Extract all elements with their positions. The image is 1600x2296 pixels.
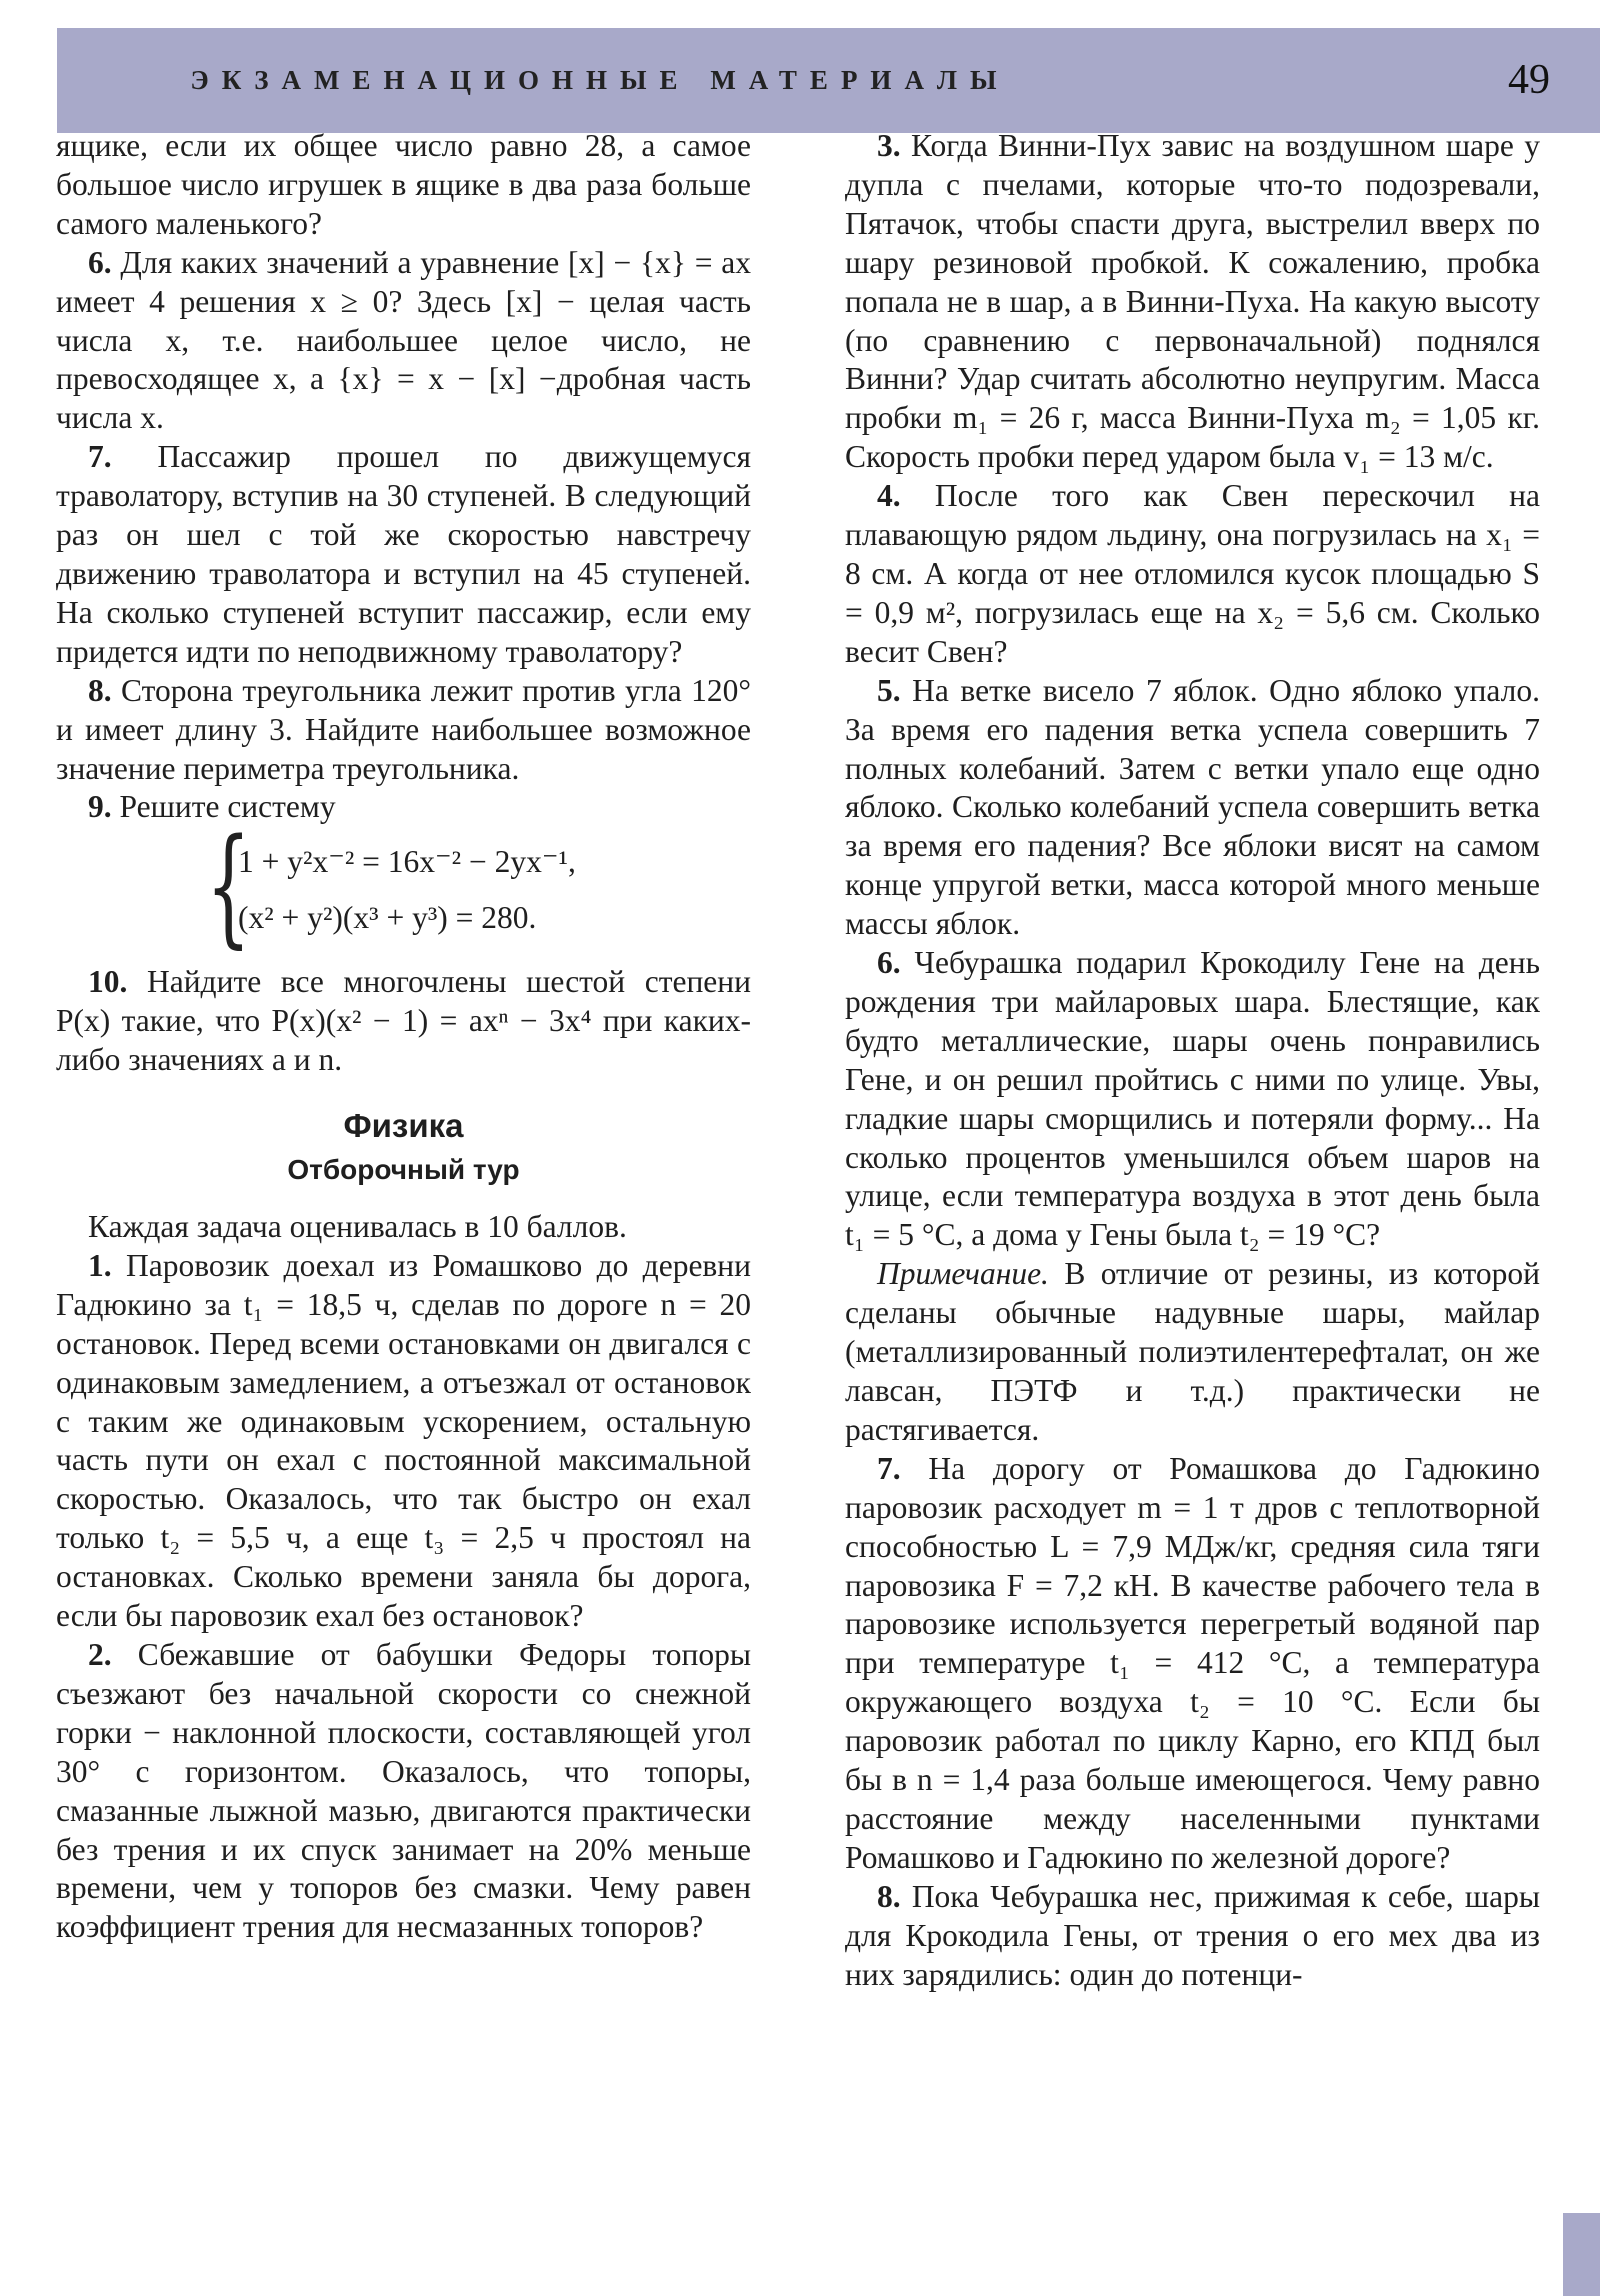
problem-text: Найдите все многочлены шестой степени P(x) такие, что P(x)(x² − 1) = axⁿ − 3x⁴ при каких-либо значениях a и n. (56, 964, 752, 1078)
problem-text: Пассажир прошел по движущемуся траволатору, вступив на 30 ступеней. В следующий раз он шел с той же скоростью навстречу движению траволатора и вступил на 45 ступеней. На сколько ступеней вступит пассажир, если ему придется идти по неподвижному траволатору? (56, 439, 751, 669)
system-brace: { (206, 812, 251, 962)
problem-physics-5 (845, 672, 1540, 944)
problem-text: На дорогу от Ромашкова до Гадюкино паровозик расходует m = 1 т дров с теплотворной способностью L = 7,9 МДж/кг, средняя сила тяги паровозика F = 7,2 кН. В качестве рабочего тела в паровозике используется перегретый водяной пар при температуре t₁ = 412 °C, а температура окружающего воздуха t₂ = 10 °C. Если бы паровозик работал по циклу Карно, его КПД был бы в n = 1,4 раза больше имеющегося. Чему равно расстояние между населенными пунктами Ромашково и Гадюкино по железной дороге? (845, 1450, 1541, 1875)
running-header-title: ЭКЗАМЕНАЦИОННЫЕ МАТЕРИАЛЫ (190, 65, 1010, 95)
section-title: Физика (343, 1107, 464, 1145)
problem-number: 3. (877, 128, 901, 163)
problem-text: Для каких значений a уравнение [x] − {x} = ax имеет 4 решения x ≥ 0? Здесь [x] − целая часть числа x, т.е. наибольшее целое число, не превосходящее x, а {x} = x − [x] −дробная часть числа x. (56, 244, 752, 436)
continuation-paragraph: ящике, если их общее число равно 28, а самое большое число игрушек в ящике в два раза больше самого маленького? (56, 128, 751, 241)
problem-number: 5. (877, 672, 901, 708)
problem-text: Пока Чебурашка нес, прижимая к себе, шары для Крокодила Гены, от трения о его мех два из них зарядились: один до потенци- (845, 1878, 1541, 1992)
system-equation-2: (x² + y²)(x³ + y³) = 280. (238, 900, 537, 936)
intro-paragraph: Каждая задача оценивалась в 10 баллов. (88, 1209, 627, 1245)
problem-physics-7 (845, 1450, 1540, 1878)
problem-text: Сторона треугольника лежит против угла 120° и имеет длину 3. Найдите наибольшее возможное значение периметра треугольника. (56, 672, 752, 786)
note-label: Примечание. (877, 1256, 1049, 1292)
problem-physics-2 (56, 1636, 751, 1947)
system-equation-1: 1 + y²x⁻² = 16x⁻² − 2yx⁻¹, (238, 844, 576, 880)
problem-text: На ветке висело 7 яблок. Одно яблоко упало. За время его падения ветка успела совершить 7 полных колебаний. Затем с ветки упало еще одно яблоко. Сколько колебаний успела совершить ветка за время его падения? Все яблоки висят на самом конце упругой ветки, масса которой много меньше массы яблок. (845, 672, 1540, 942)
equation-system (56, 812, 751, 962)
problem-number: 4. (877, 478, 901, 514)
problem-number: 7. (88, 439, 112, 475)
page-number: 49 (1508, 57, 1550, 103)
problem-text: Когда Винни-Пух завис на воздушном шаре у дупла с пчелами, которые что-то подозревали, Пятачок, чтобы спасти друга, выстрелил вверх по шару резиновой пробкой. К сожалению, пробка попала не в шар, а в Винни-Пуха. На какую высоту (по сравнению с первоначальной) поднялся Винни? Удар считать абсолютно неупругим. Масса пробки m₁ = 26 г, масса Винни-Пуха m₂ = 1,05 кг. Скорость пробки перед ударом была v₁ = 13 м/с. (845, 128, 1540, 475)
note-text: В отличие от резины, из которой сделаны обычные надувные шары, майлар (металлизированный полиэтилентерефталат, он же лавсан, ПЭТФ и т.д.) практически не растягивается. (845, 1256, 1541, 1447)
problem-math-9 (56, 788, 751, 827)
problem-text: Решите систему (119, 789, 336, 825)
problem-math-10 (56, 963, 751, 1080)
problem-number: 6. (88, 244, 112, 280)
problem-number: 8. (877, 1878, 901, 1914)
problem-physics-6 (845, 944, 1540, 1255)
problem-math-6 (56, 244, 751, 439)
problem-number: 9. (88, 789, 112, 825)
note-paragraph (845, 1255, 1540, 1450)
problem-physics-1 (56, 1247, 751, 1636)
problem-number: 1. (88, 1247, 112, 1283)
problem-text: Сбежавшие от бабушки Федоры топоры съезжают без начальной скорости со снежной горки − наклонной плоскости, составляющей угол 30° с горизонтом. Оказалось, что топоры, смазанные лыжной мазью, двигаются практически без трения и их спуск занимает на 20% меньше времени, чем у топоров без смазки. Чему равен коэффициент трения для несмазанных топоров? (56, 1637, 752, 1945)
problem-text: После того как Свен перескочил на плавающую рядом льдину, она погрузилась на x₁ = 8 см. А когда от нее отломился кусок площадью S = 0,9 м², погрузилась еще на x₂ = 5,6 см. Сколько весит Свен? (845, 478, 1540, 669)
problem-physics-8 (845, 1878, 1540, 1995)
problem-text: Паровозик доехал из Ромашково до деревни Гадюкино за t₁ = 18,5 ч, сделав по дороге n = 20 остановок. Перед всеми остановками он двигался с одинаковым замедлением, а отъезжал от остановок с таким же одинаковым ускорением, остальную часть пути он ехал с постоянной максимальной скоростью. Оказалось, что так быстро он ехал только t₂ = 5,5 ч, а еще t₃ = 2,5 ч простоял на остановках. Сколько времени заняла бы дорога, если бы паровозик ехал без остановок? (56, 1247, 752, 1634)
problem-number: 2. (88, 1637, 112, 1672)
problem-physics-4 (845, 477, 1540, 672)
page-edge-tab (1563, 2213, 1600, 2296)
left-column (56, 127, 751, 1947)
problem-math-8 (56, 672, 751, 789)
problem-number: 8. (88, 672, 112, 708)
section-subtitle: Отборочный тур (287, 1154, 520, 1186)
problem-math-7 (56, 438, 751, 671)
problem-text: Чебурашка подарил Крокодилу Гене на день рождения три майларовых шара. Блестящие, как будто металлические, шары очень понравились Гене, и он решил пройтись с ними по улице. Увы, гладкие шары сморщились и потеряли форму... На сколько процентов уменьшился объем шаров на улице, если температура воздуха в этот день была t₁ = 5 °C, а дома у Гены была t₂ = 19 °C? (845, 945, 1540, 1253)
problem-number: 10. (88, 964, 128, 1000)
problem-number: 6. (877, 945, 901, 981)
right-column (845, 127, 1540, 1995)
problem-number: 7. (877, 1450, 901, 1486)
problem-physics-3 (845, 127, 1540, 477)
